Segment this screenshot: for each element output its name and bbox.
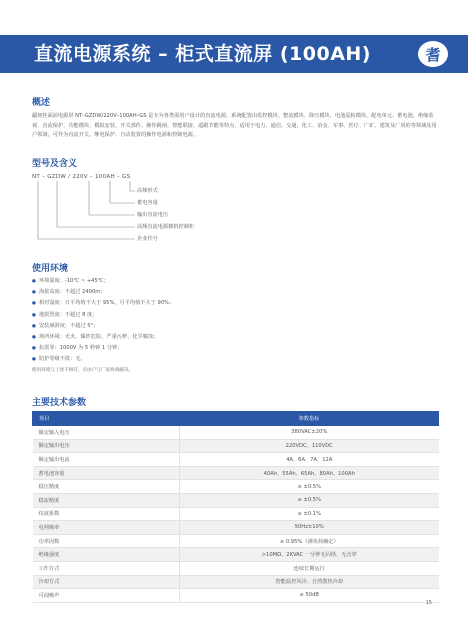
connector-1 (130, 181, 135, 191)
row-item: 功率因数 (33, 534, 180, 548)
params-heading: 主要技术参数 (32, 398, 87, 408)
connector-5 (38, 181, 135, 239)
row-item: 绝缘强度 (33, 548, 180, 562)
table-row (33, 575, 439, 589)
model-meaning-5: 企业代号 (137, 236, 158, 242)
table-row (33, 548, 439, 562)
row-item: 额定输入电压 (33, 426, 180, 440)
table-row (33, 453, 439, 467)
table-row (33, 521, 439, 535)
row-value: 220VDC、110VDC (180, 439, 439, 453)
row-item: 稳压精度 (33, 480, 180, 494)
table-row (33, 507, 439, 521)
row-value: ≤ ±0.1% (180, 507, 439, 521)
column-header-value: 参数指标 (180, 412, 439, 426)
row-value: ≤ ±0.5% (180, 480, 439, 494)
model-meaning-2: 蓄电容量 (137, 200, 158, 206)
list-item: ● 安装倾斜度：不超过 5°； (32, 321, 174, 332)
connector-2 (110, 181, 135, 203)
page-number: 15 (425, 600, 432, 606)
row-item: 可闻噪声 (33, 589, 180, 603)
table-row (33, 480, 439, 494)
list-item: ● 场所环境：无火、爆炸危险、严重污秽、化学腐蚀； (32, 332, 174, 343)
model-meaning-1: 高频形式 (137, 188, 158, 194)
row-value: 4A、6A、7A、12A (180, 453, 439, 467)
column-header-item: 项目 (33, 412, 180, 426)
connector-3 (89, 181, 135, 215)
list-item: ● 抗震等：1000V 为 5 秒钟 1 分钟； (32, 343, 174, 354)
model-heading: 型号及含义 (32, 159, 78, 169)
row-item: 纹波系数 (33, 507, 180, 521)
model-code: NT – GZDW / 220V – 100AH – GS (32, 174, 131, 180)
environment-heading: 使用环境 (32, 264, 69, 274)
overview-text: 疆韧桂面前电源屏 NT–GZDW/220V–100AH–GS 是专为各类需用户设计的直流电源。系统配置由监控模块、整流模块、降压模块、电池巡检模块、配电单元、蓄电池、绝缘监视、直流保护、功能模块、模拟安装、开关部件、操作跳闸、智能联接、遥跟节能等特点，适用于电力、通信、交通、化工、冶金、军事、医疗、广矿、建筑及厂用的等领域及用户领域，可作为直流开关、继电保护、自动装置的操作电源和控制电源。 (32, 113, 437, 138)
row-value: 50Hz±10% (180, 521, 439, 535)
row-value: ≥ 0.95%（满负荷确定） (180, 534, 439, 548)
row-value: 智能温控风冷、自然散热冷却 (180, 575, 439, 589)
table-row (33, 589, 439, 603)
connector-4 (57, 181, 135, 227)
table-row (33, 561, 439, 575)
list-item: ● 地震烈度：不超过 8 度； (32, 310, 174, 321)
row-item: 额定输出电流 (33, 453, 180, 467)
list-item: ● 环境温度：-10℃ ~ +45℃； (32, 276, 174, 287)
overview-heading: 概述 (32, 98, 51, 108)
row-item: 蓄电池容量 (33, 466, 180, 480)
row-item: 额定输出电压 (33, 439, 180, 453)
table-row (33, 493, 439, 507)
brand-logo (416, 39, 450, 69)
row-value: ≤ 50dB (180, 589, 439, 603)
row-item: 稳流精度 (33, 493, 180, 507)
environment-note: 使用环境与上述不相符，应由户与厂家协商解决。 (32, 368, 134, 373)
params-table (32, 411, 439, 603)
model-meaning-4: 高频直流电源微机控制柜 (137, 224, 195, 230)
table-header-row (33, 412, 439, 426)
logo-glyph: 耆 (425, 45, 441, 64)
table-row (33, 439, 439, 453)
page-title: 直流电源系统 – 柜式直流屏 (100AH) (34, 43, 371, 65)
list-item: ● 海拔高度：不超过 2400m； (32, 287, 174, 298)
row-item: 电网频率 (33, 521, 180, 535)
list-item: ● 相对湿度：日平均值不大于 95%，月平均值不大于 90%； (32, 298, 174, 309)
row-value: 380VAC±20% (180, 426, 439, 440)
row-value: >10MΩ、2KVAC 一分钟无闪络、无击穿 (180, 548, 439, 562)
model-meaning-3: 输出直流电压 (137, 212, 169, 218)
table-row (33, 534, 439, 548)
row-item: 工作方式 (33, 561, 180, 575)
environment-list (32, 276, 174, 366)
table-row (33, 466, 439, 480)
list-item: ● 防护等级不低：无。 (32, 354, 174, 365)
row-value: 40Ah、55Ah、65Ah、80Ah、100Ah (180, 466, 439, 480)
row-item: 冷却方式 (33, 575, 180, 589)
title-banner (0, 35, 468, 73)
table-row (33, 426, 439, 440)
row-value: 连续长期运行 (180, 561, 439, 575)
row-value: ≤ ±0.5% (180, 493, 439, 507)
